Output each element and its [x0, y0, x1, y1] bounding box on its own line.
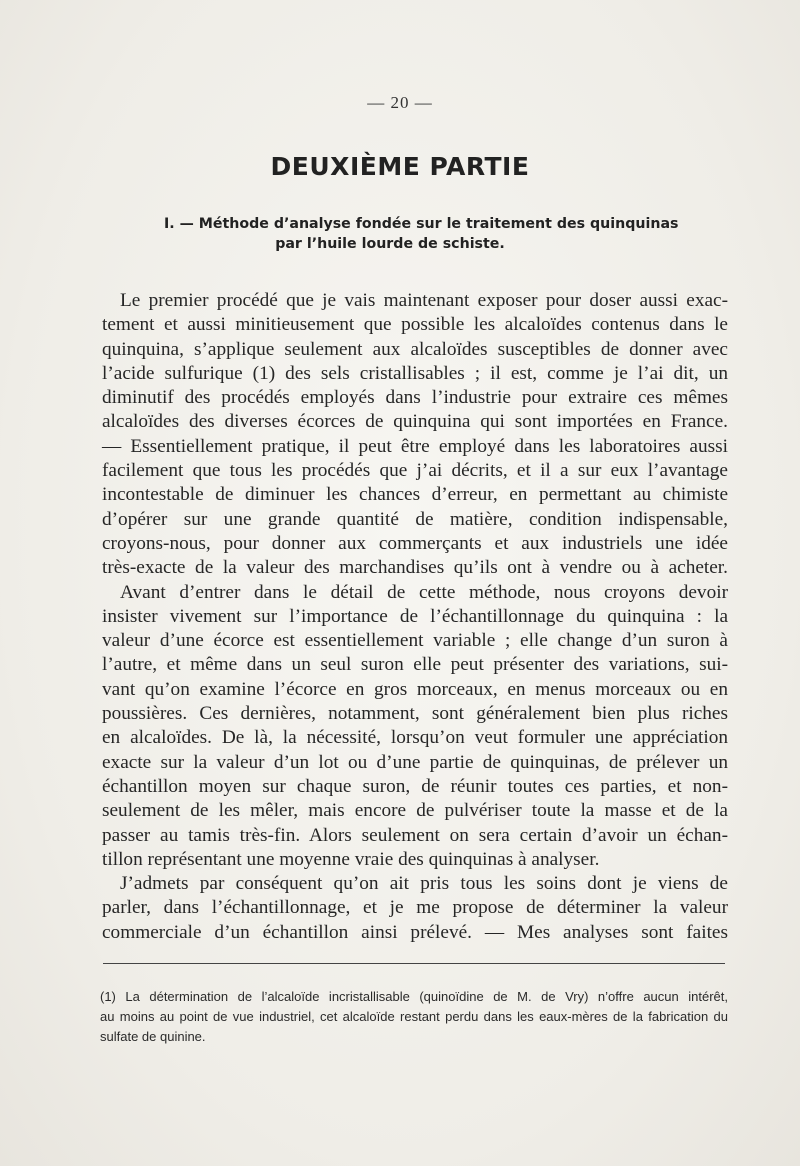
body-line: échantillon moyen sur chaque suron, de réunir toutes ces parties, et non- [102, 775, 728, 797]
body-line: en alcaloïdes. De là, la nécessité, lorsqu’on veut formuler une appréciation [102, 727, 728, 749]
footnote-line: sulfate de quinine. [100, 1029, 206, 1044]
body-line: seulement de les mêler, mais encore de pulvériser toute la masse et de la [102, 800, 728, 822]
body-line: incontestable de diminuer les chances d’erreur, en permettant au chimiste [102, 484, 728, 506]
body-line: d’opérer sur une grande quantité de matière, condition indispensable, [102, 508, 728, 530]
body-line: tillon représentant une moyenne vraie des quinquinas à analyser. [102, 848, 600, 870]
body-line: facilement que tous les procédés que j’ai décrits, et il a sur eux l’avantage [102, 460, 728, 482]
body-line: exacte sur la valeur d’un lot ou d’une partie de quinquinas, de prélever un [102, 751, 728, 773]
body-line: J’admets par conséquent qu’on ait pris tous les soins dont je viens de [120, 873, 728, 895]
footnote-line: au moins au point de vue industriel, cet alcaloïde restant perdu dans les eaux-mères de la fabrication du [100, 1009, 728, 1024]
part-title: DEUXIÈME PARTIE [270, 152, 530, 181]
body-line: commerciale d’un échantillon ainsi prélevé. — Mes analyses sont faites [102, 921, 728, 943]
body-line: vant qu’on examine l’écorce en gros morceaux, en menus morceaux ou en [102, 678, 728, 700]
body-line: parler, dans l’échantillonnage, et je me propose de déterminer la valeur [102, 897, 728, 919]
body-line: croyons-nous, pour donner aux commerçants et aux industriels une idée [102, 532, 728, 554]
body-line: — Essentiellement pratique, il peut être employé dans les laboratoires aussi [102, 435, 728, 457]
section-title [150, 214, 690, 254]
footnote [100, 987, 728, 1047]
body-line: tement et aussi minitieusement que possible les alcaloïdes contenus dans le [102, 314, 728, 336]
page-number: — 20 — [367, 93, 433, 112]
body-line: très-exacte de la valeur des marchandises qu’ils ont à vendre ou à acheter. [102, 557, 728, 579]
body-line: insister vivement sur l’importance de l’échantillonnage du quinquina : la [102, 605, 728, 627]
body-line: alcaloïdes des diverses écorces de quinquina qui sont importées en France. [102, 411, 728, 433]
body-line: valeur d’une écorce est essentiellement variable ; elle change d’un suron à [102, 630, 728, 652]
body-line: diminutif des procédés employés dans l’industrie pour extraire ces mêmes [102, 387, 728, 409]
body-line: poussières. Ces dernières, notamment, sont généralement bien plus riches [102, 703, 728, 725]
body-line: Le premier procédé que je vais maintenant exposer pour doser aussi exac- [120, 290, 728, 311]
body-line: l’autre, et même dans un seul suron elle peut présenter des variations, sui- [102, 654, 728, 676]
body-line: passer au tamis très-fin. Alors seulement on sera certain d’avoir un échan- [102, 824, 728, 846]
body-line: l’acide sulfurique (1) des sels cristallisables ; il est, comme je l’ai dit, un [102, 362, 728, 384]
body-text [102, 289, 728, 945]
section-title-line-1: I. — Méthode d’analyse fondée sur le traitement des quinquinas [164, 216, 679, 232]
section-title-line-2: par l’huile lourde de schiste. [275, 236, 505, 252]
body-line: Avant d’entrer dans le détail de cette méthode, nous croyons devoir [120, 581, 728, 603]
footnote-line: (1) La détermination de l’alcaloïde incristallisable (quinoïdine de M. de Vry) n’offre aucun intérêt, [100, 989, 728, 1004]
body-line: quinquina, s’applique seulement aux alcaloïdes susceptibles de donner avec [102, 338, 728, 360]
footnote-divider [103, 963, 725, 964]
